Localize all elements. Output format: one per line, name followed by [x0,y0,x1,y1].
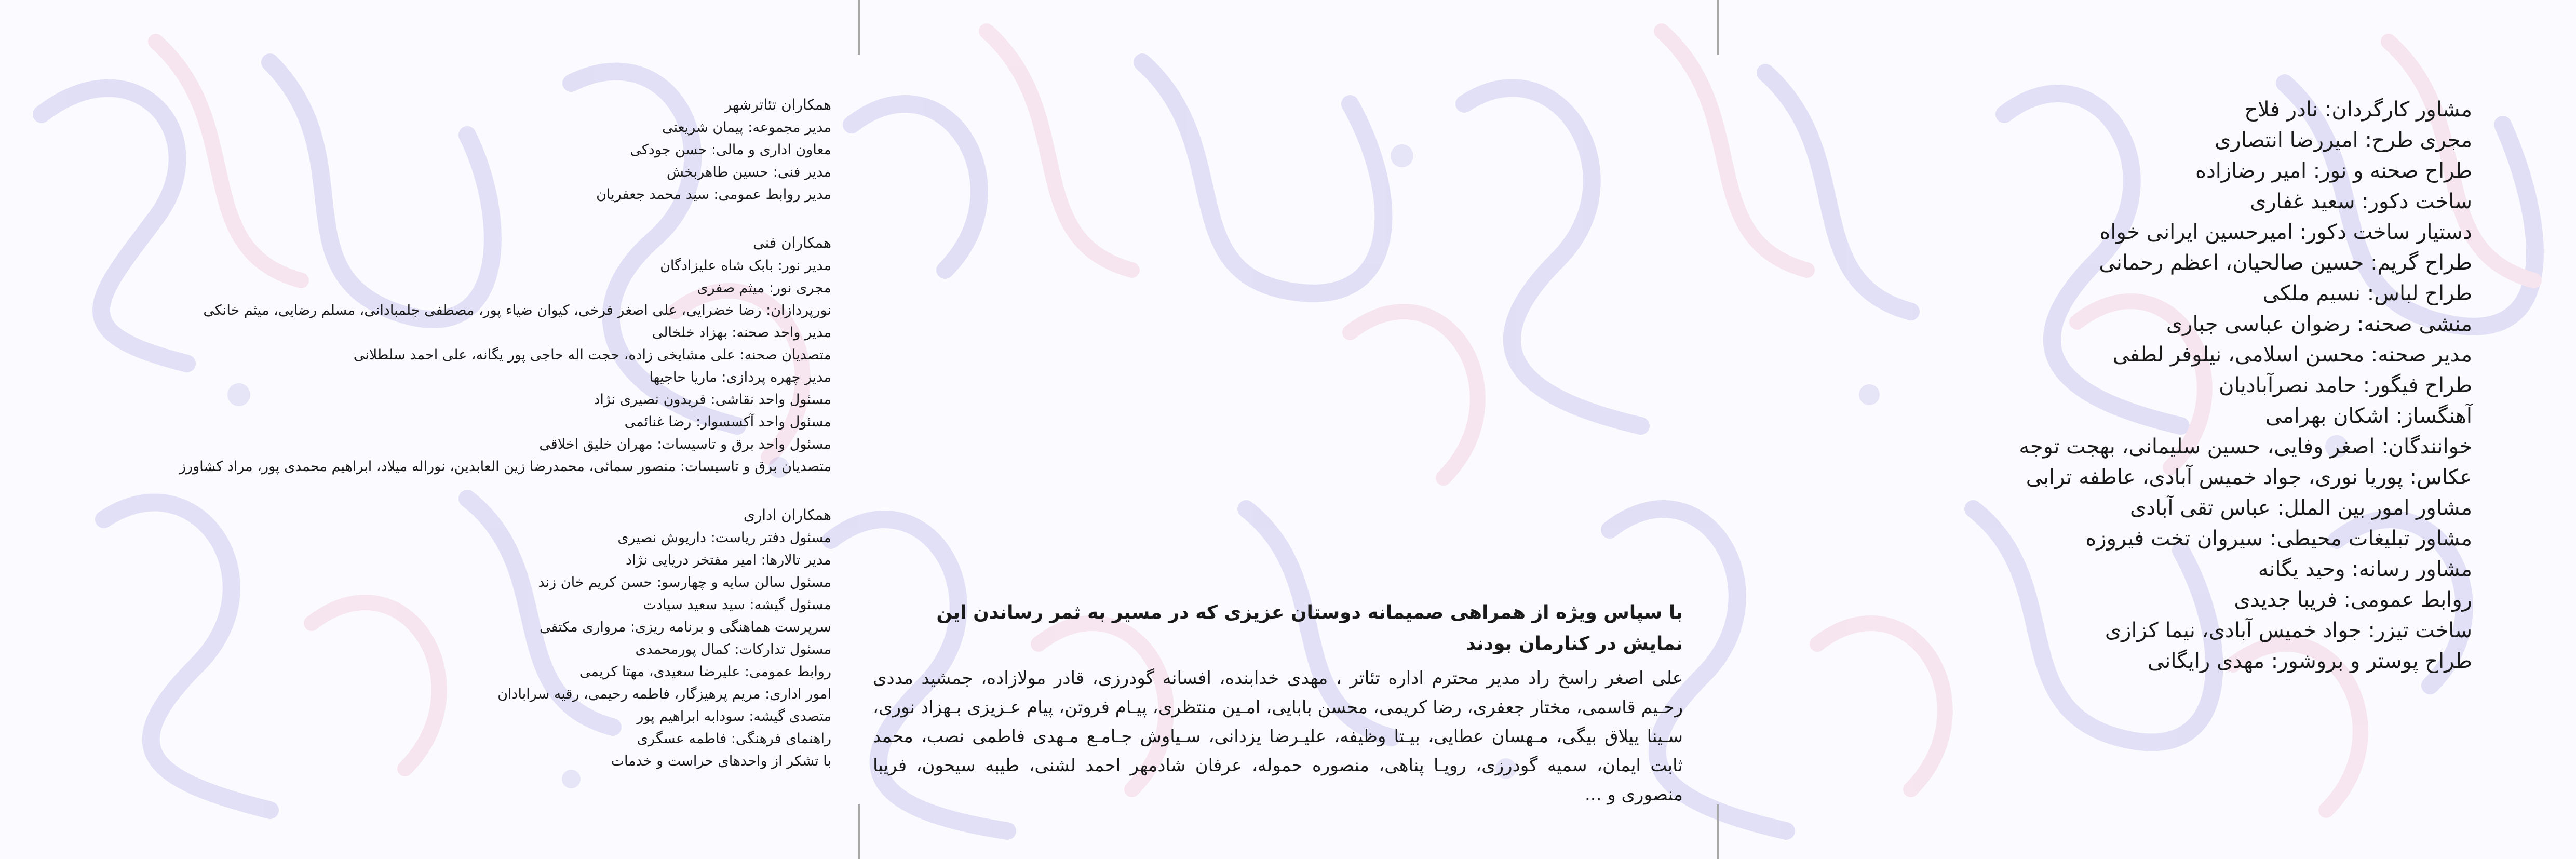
credit-line: مدیر صحنه: محسن اسلامی، نیلوفر لطفی [2112,343,2472,367]
credit-line: مشاور امور بین الملل: عباس تقی آبادی [2129,496,2472,520]
credit-line: طراح صحنه و نور: امیر رضازاده [2195,159,2472,183]
theatre-staff [94,93,831,798]
credit-line: آهنگساز: اشکان بهرامی [2265,404,2472,428]
staff-row: مسئول تدارکات: کمال پورمحمدی [635,641,831,657]
staff-row: مدیر تالارها: امیر مفتخر دریایی نژاد [625,552,831,568]
staff-row: مجری نور: میثم صفری [697,280,831,296]
credit-line: مشاور تبلیغات محیطی: سیروان تخت فیروزه [2085,527,2472,551]
staff-group-theatre-city [94,93,831,206]
staff-group-technical [94,232,831,478]
staff-row: مسئول واحد آکسسوار: رضا غنائمی [624,414,831,430]
staff-row: روابط عمومی: علیرضا سعیدی، مهتا کریمی [579,664,831,680]
staff-row: مسئول واحد برق و تاسیسات: مهران خلیق اخلاقی [539,436,831,452]
staff-row: مسئول واحد نقاشی: فریدون نصیری نژاد [594,392,831,408]
staff-row: مسئول سالن سایه و چهارسو: حسن کریم خان زند [538,574,831,590]
group-title: همکاران تئاترشهر [724,96,831,113]
staff-row: مدیر چهره پردازی: ماریا حاجیها [649,369,831,385]
staff-row: متصدیان برق و تاسیسات: منصور سمائی، محمدرضا زین العابدین، نوراله میلاد، ابراهیم محمدی پور، مراد کشاورز [179,459,831,475]
fold-mark-right-top [1717,0,1719,55]
group-title: همکاران اداری [743,506,831,524]
credit-line: طراح لباس: نسیم ملکی [2262,281,2472,305]
credit-line: طراح پوستر و بروشور: مهدی رایگانی [2147,649,2472,673]
credit-line: ساخت دکور: سعید غفاری [2249,190,2472,213]
staff-row: مسئول دفتر ریاست: داریوش نصیری [617,530,831,546]
thanks-title: با سپاس ویژه از همراهی صمیمانه دوستان عزیزی که در مسیر به ثمر رساندن این نمایش در کنارمان بودند [936,602,1683,654]
credit-line: منشی صحنه: رضوان عباسی جباری [2166,312,2472,336]
staff-row: مدیر واحد صحنه: بهزاد خلخالی [652,325,831,341]
staff-row: متصدی گیشه: سودابه ابراهیم پور [637,708,831,724]
credit-line: مشاور رسانه: وحید یگانه [2258,557,2472,581]
credit-line: ساخت تیزر: جواد خمیس آبادی، نیما کزازی [2105,619,2472,642]
staff-row: امور اداری: مریم پرهیزگار، فاطمه رحیمی، رقیه سرابادان [497,686,831,702]
fold-mark-left-bottom [858,804,860,859]
group-title: همکاران فنی [753,234,831,251]
credit-line: طراح فیگور: حامد نصرآبادیان [2219,373,2472,397]
staff-row: با تشکر از واحدهای حراست و خدمات [611,753,831,769]
staff-row: مدیر روابط عمومی: سید محمد جعفریان [596,186,831,203]
production-credits [1797,95,2472,677]
credit-line: طراح گریم: حسین صالحیان، اعظم رحمانی [2099,251,2472,275]
staff-row: معاون اداری و مالی: حسن جودکی [630,142,831,158]
staff-row: مدیر نور: بابک شاه علیزادگان [660,258,831,274]
staff-row: متصدیان صحنه: علی مشایخی زاده، حجت اله حاجی پور یگانه، علی احمد سلطلانی [353,347,831,363]
credit-line: روابط عمومی: فریبا جدیدی [2234,588,2472,612]
staff-row: مدیر مجموعه: پیمان شریعتی [662,119,831,136]
thanks-body: علی اصغر راسخ راد مدیر محترم اداره تئاتر ، مهدی خدابنده، افسانه گودرزی، قادر مولازاده، جمشید مددی رحـیم قاسمی، مختار جعفری، رضا کریمی، محسن بابایی، امـین منتظری، پیـام فروتن، پیام عـزیزی بـهزاد نوری، سـینا ییلاق بیگی، مـهسان عطایی، بیـتا وظیفه، علیـرضا یزدانی، سـیاوش جـامـع مـهدی فاطمی نصب، محمد ثابت ایمان، سمیه گودرزی، رویـا پناهی، منصوره حموله، عرفان شادمهر احمد لشنی، طیبه سیحون، فریبا منصوری و ... [873,668,1683,805]
staff-row: مسئول گیشه: سید سعید سیادت [643,597,831,613]
staff-row: سرپرست هماهنگی و برنامه ریزی: مرواری مکتفی [539,619,831,635]
staff-row: راهنمای فرهنگی: فاطمه عسگری [637,731,831,747]
staff-row: مدیر فنی: حسین طاهربخش [666,164,831,180]
staff-group-administrative [94,504,831,772]
credit-line: دستیار ساخت دکور: امیرحسین ایرانی خواه [2099,220,2472,244]
credit-line: مجری طرح: امیررضا انتصاری [2215,128,2472,152]
fold-mark-right-bottom [1717,804,1719,859]
credit-line: عکاس: پوریا نوری، جواد خمیس آبادی، عاطفه ترابی [2026,465,2472,489]
fold-mark-left-top [858,0,860,55]
staff-row: نورپردازان: رضا خضرایی، علی اصغر فرخی، کیوان ضیاء پور، مصطفی جلمبادانی، مسلم رضایی، میثم خانکی [203,302,831,318]
credit-line: خوانندگان: اصغر وفایی، حسین سلیمانی، بهجت توجه [2019,435,2472,459]
credit-line: مشاور کارگردان: نادر فلاح [2244,98,2472,122]
special-thanks [873,597,1683,809]
